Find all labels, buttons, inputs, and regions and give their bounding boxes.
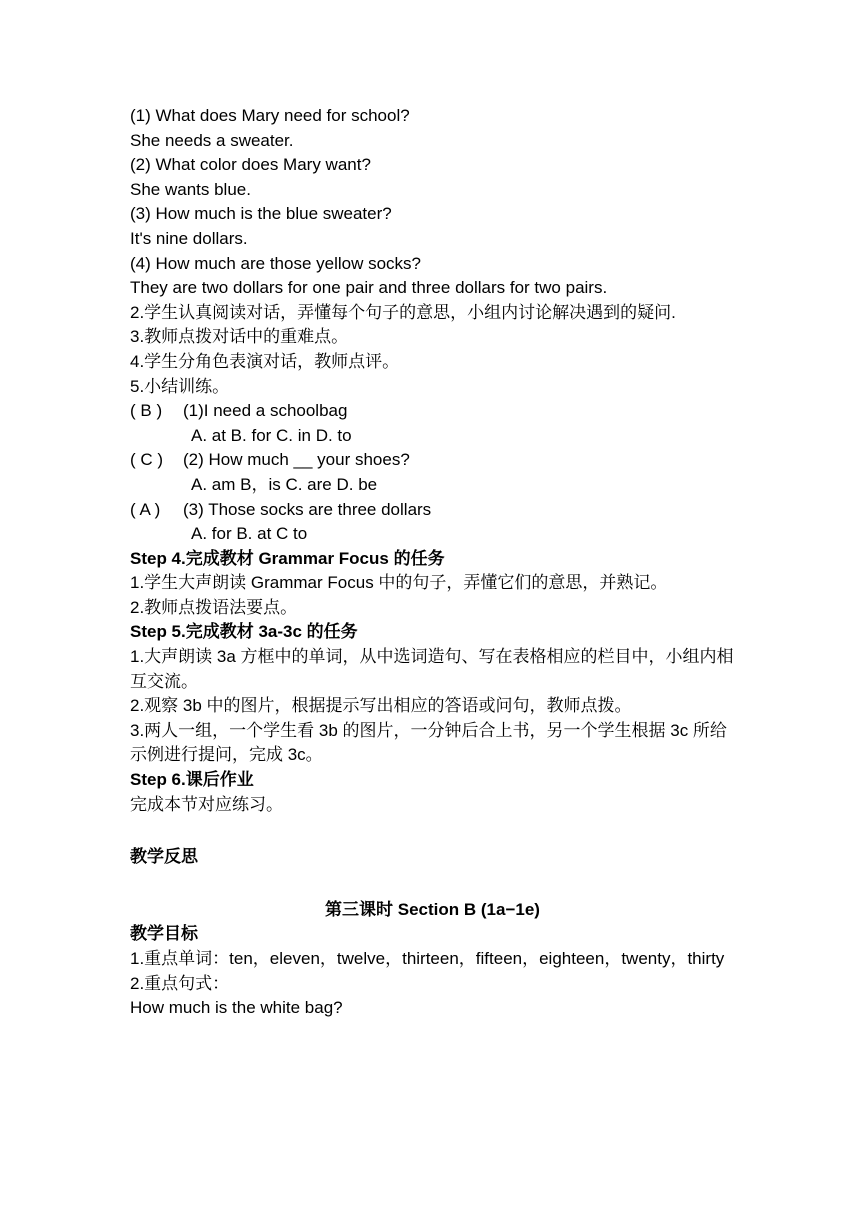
step-item: 1.大声朗读 3a 方框中的单词，从中选词造句、写在表格相应的栏目中，小组内相互交流。 xyxy=(130,647,734,691)
exercise-stem: (1)I need a schoolbag xyxy=(183,401,348,421)
question-line: (1) What does Mary need for school? xyxy=(130,106,410,125)
answer-line: It's nine dollars. xyxy=(130,228,248,248)
step-item: 3.教师点拨对话中的重难点。 xyxy=(130,327,349,347)
spacer xyxy=(130,870,735,898)
exercise-question xyxy=(130,399,735,424)
exercise-options: A. am B，is C. are D. be xyxy=(191,474,378,494)
procedure-steps xyxy=(130,301,735,399)
step6-section xyxy=(130,768,735,817)
step-heading: Step 6.课后作业 xyxy=(130,770,254,790)
spacer xyxy=(130,817,735,845)
step-item: 1.学生大声朗读 Grammar Focus 中的句子，弄懂它们的意思，并熟记。 xyxy=(130,573,668,593)
exercise-options: A. for B. at C to xyxy=(191,524,308,544)
step-item: 3.两人一组，一个学生看 3b 的图片，一分钟后合上书，另一个学生根据 3c 所给示例进行提问，完成 3c。 xyxy=(130,720,727,765)
reflection-heading: 教学反思 xyxy=(130,847,198,867)
exercise-options: A. at B. for C. in D. to xyxy=(191,425,352,445)
document-page xyxy=(130,104,735,1021)
lesson-title: 第三课时 Section B (1a−1e) xyxy=(325,899,540,919)
qa-section xyxy=(130,104,735,301)
question-line: (4) How much are those yellow socks? xyxy=(130,253,422,273)
step4-section xyxy=(130,547,735,621)
step-item: 2.学生认真阅读对话，弄懂每个句子的意思，小组内讨论解决遇到的疑问. xyxy=(130,302,676,322)
question-line: (2) What color does Mary want? xyxy=(130,155,371,175)
answer-line: They are two dollars for one pair and three dollars for two pairs. xyxy=(130,278,608,298)
answer-line: She needs a sweater. xyxy=(130,130,294,150)
question-line: (3) How much is the blue sweater? xyxy=(130,204,392,224)
step-item: 完成本节对应练习。 xyxy=(130,794,283,814)
step5-section xyxy=(130,620,735,768)
exercise-stem: (3) Those socks are three dollars xyxy=(183,499,432,519)
objective-item: 1.重点单词：ten，eleven，twelve，thirteen，fifteen，eighteen，twenty，thirty xyxy=(130,949,725,968)
step-item: 2.教师点拨语法要点。 xyxy=(130,597,298,617)
exercise-answer: ( A ) xyxy=(130,499,161,519)
objectives-heading: 教学目标 xyxy=(130,924,198,944)
exercise-list xyxy=(130,399,735,547)
step-heading: Step 5.完成教材 3a-3c 的任务 xyxy=(130,622,358,642)
step-heading: Step 4.完成教材 Grammar Focus 的任务 xyxy=(130,548,445,568)
exercise-stem: (2) How much __ your shoes? xyxy=(183,450,410,470)
objective-item: How much is the white bag? xyxy=(130,998,343,1018)
exercise-answer: ( C ) xyxy=(130,450,164,470)
exercise-answer: ( B ) xyxy=(130,401,163,421)
step-item: 4.学生分角色表演对话，教师点评。 xyxy=(130,351,400,371)
exercise-question xyxy=(130,498,735,523)
step-item: 5.小结训练。 xyxy=(130,376,230,396)
step-item: 2.观察 3b 中的图片，根据提示写出相应的答语或问句，教师点拨。 xyxy=(130,696,632,716)
answer-line: She wants blue. xyxy=(130,179,251,199)
objectives-section xyxy=(130,922,735,1020)
objective-item: 2.重点句式： xyxy=(130,973,230,993)
exercise-question xyxy=(130,448,735,473)
